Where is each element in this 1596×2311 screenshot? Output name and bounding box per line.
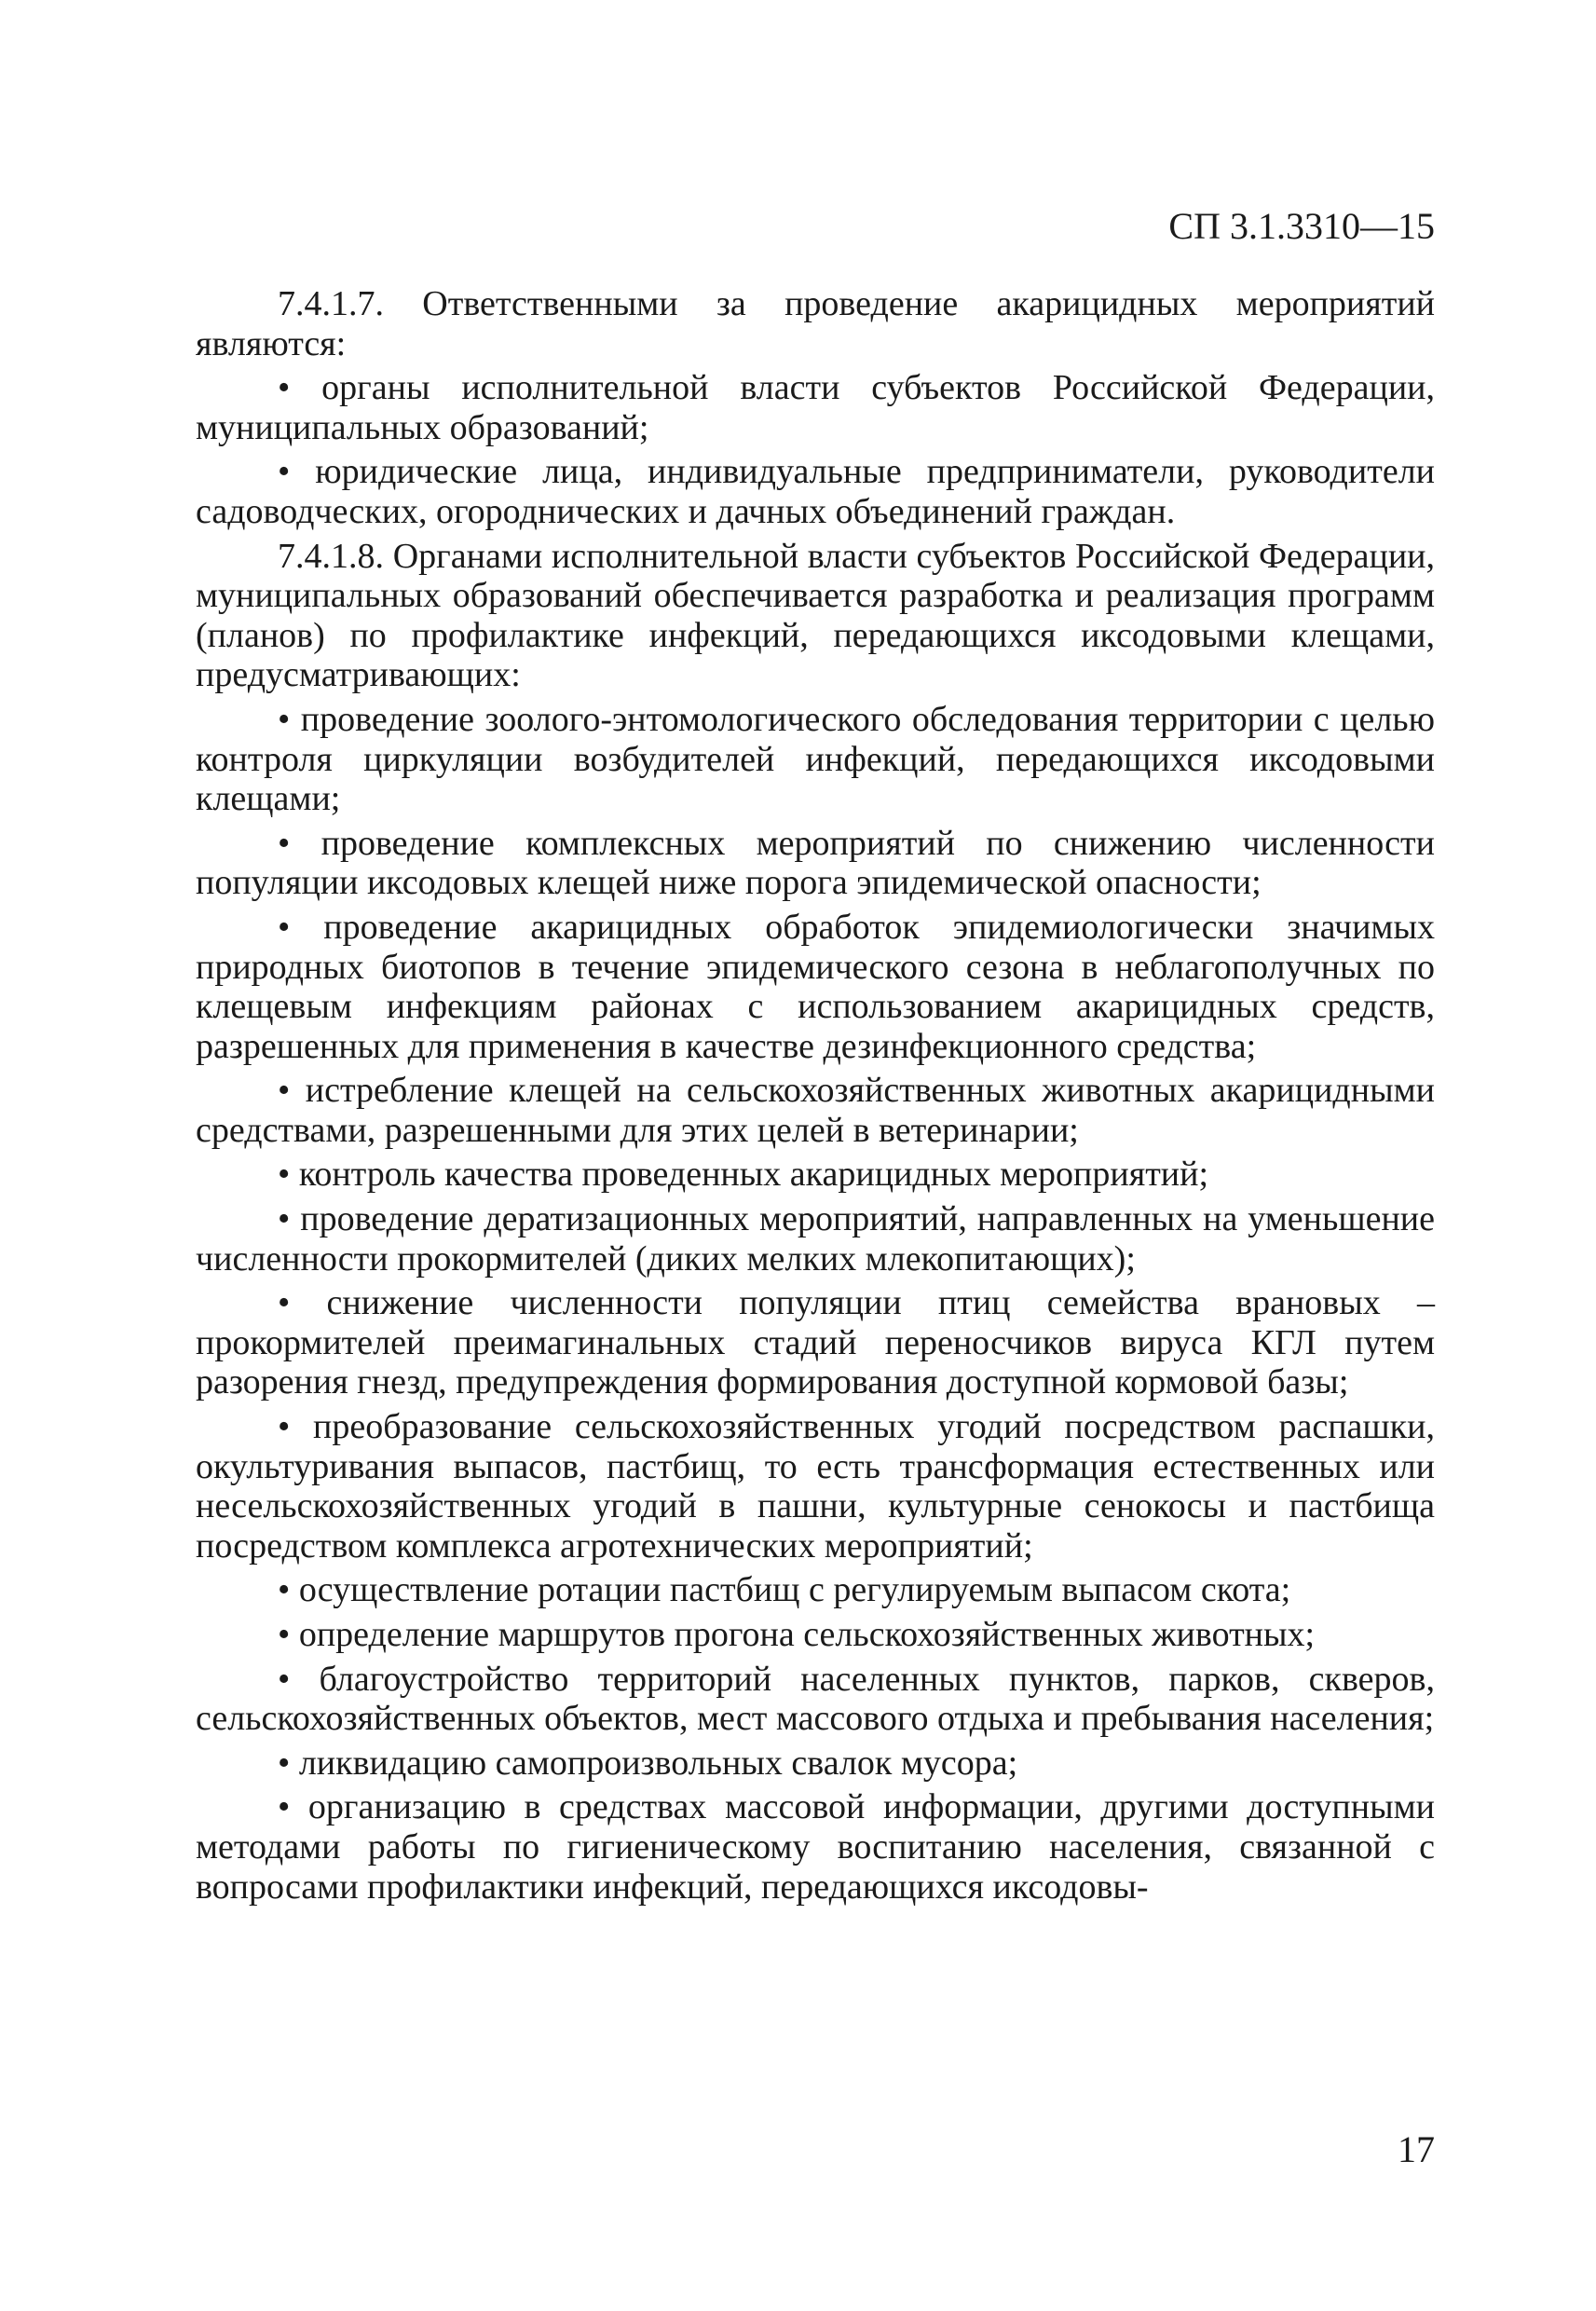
bullet-item: • проведение зоолого-энтомологического обследования территории с целью контроля циркуляции возбудителей инфекций, передающихся иксодовыми клещами; xyxy=(196,700,1435,819)
bullet-item: • осуществление ротации пастбищ с регулируемым выпасом скота; xyxy=(196,1570,1435,1610)
clause-7-4-1-8: 7.4.1.8. Органами исполнительной власти субъектов Российской Федерации, муниципальных образований обеспечивается разработка и реализация программ (планов) по профилактике инфекций, передающихся иксодовыми клещами, предусматривающих: xyxy=(196,536,1435,695)
bullet-item: • юридические лица, индивидуальные предприниматели, руководители садоводческих, огороднических и дачных объединений граждан. xyxy=(196,452,1435,531)
bullet-item: • проведение дератизационных мероприятий, направленных на уменьшение численности прокормителей (диких мелких млекопитающих); xyxy=(196,1199,1435,1279)
clause-7-4-1-7: 7.4.1.7. Ответственными за проведение акарицидных мероприятий являются: xyxy=(196,284,1435,363)
page-number: 17 xyxy=(1398,2128,1435,2170)
bullet-item: • снижение численности популяции птиц семейства врановых – прокормителей преимагинальных стадий переносчиков вируса КГЛ путем разорения гнезд, предупреждения формирования доступной кормовой базы; xyxy=(196,1283,1435,1402)
document-body xyxy=(196,284,1435,1911)
bullet-item: • преобразование сельскохозяйственных угодий посредством распашки, окультуривания выпасов, пастбищ, то есть трансформация естественных или несельскохозяйственных угодий в пашни, культурные сенокосы и пастбища посредством комплекса агротехнических мероприятий; xyxy=(196,1407,1435,1566)
bullet-item: • организацию в средствах массовой информации, другими доступными методами работы по гигиеническому воспитанию населения, связанной с вопросами профилактики инфекций, передающихся иксодовы- xyxy=(196,1787,1435,1907)
bullet-item: • определение маршрутов прогона сельскохозяйственных животных; xyxy=(196,1615,1435,1655)
bullet-item: • проведение комплексных мероприятий по снижению численности популяции иксодовых клещей ниже порога эпидемической опасности; xyxy=(196,824,1435,903)
bullet-item: • благоустройство территорий населенных пунктов, парков, скверов, сельскохозяйственных объектов, мест массового отдыха и пребывания населения; xyxy=(196,1660,1435,1739)
document-code: СП 3.1.3310—15 xyxy=(1168,205,1435,247)
bullet-item: • проведение акарицидных обработок эпидемиологически значимых природных биотопов в течение эпидемического сезона в неблагополучных по клещевым инфекциям районах с использованием акарицидных средств, разрешенных для применения в качестве дезинфекционного средства; xyxy=(196,908,1435,1066)
bullet-item: • истребление клещей на сельскохозяйственных животных акарицидными средствами, разрешенными для этих целей в ветеринарии; xyxy=(196,1071,1435,1150)
document-page xyxy=(196,0,1435,2311)
bullet-item: • ликвидацию самопроизвольных свалок мусора; xyxy=(196,1744,1435,1784)
bullet-item: • контроль качества проведенных акарицидных мероприятий; xyxy=(196,1155,1435,1195)
bullet-item: • органы исполнительной власти субъектов Российской Федерации, муниципальных образований; xyxy=(196,368,1435,447)
